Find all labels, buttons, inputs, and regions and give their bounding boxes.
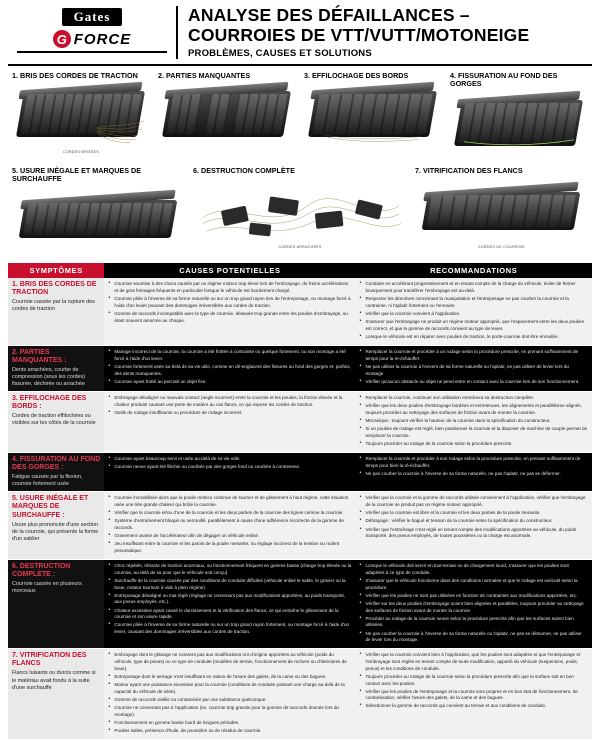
figure-3-image <box>304 83 442 149</box>
causes-cell <box>104 649 355 740</box>
list-item: • Sélectionner la gomme de raccords qui convient au terrain et aux conditions de conduite. <box>359 703 588 710</box>
figure-3-number: 3. <box>304 71 310 81</box>
list-item: • S'assurer que l'embrayage ne produit un régime moteur approprié, que l'espacement entre les deux poulies est correct, et que la gomme de raccords convient au type de levier. <box>359 319 588 332</box>
symptom-cell <box>8 278 104 345</box>
symptom-number: 5. <box>12 495 18 503</box>
figure-1 <box>8 72 154 159</box>
symptom-cell <box>8 392 104 453</box>
list-item: • Surchauffe de la courroie causée par des conditions de conduite difficiles (véhicule enlisé le sable, le gravier ou la boue, moteur tournant à vide à plein régime). <box>108 578 351 591</box>
symptom-number: 4. <box>12 456 18 464</box>
list-item: • Vérifier qu'aucun obstacle ou objet ne pend entre en contact avec la courroie lors de son fonctionnement. <box>359 379 588 386</box>
figure-3 <box>300 72 446 159</box>
causes-list <box>108 652 351 734</box>
brand-block <box>8 6 176 53</box>
figure-6-caption <box>193 167 407 175</box>
recommendations-list <box>359 456 588 477</box>
figure-4-number: 4. <box>450 71 456 81</box>
list-item: • Embrayage dont le glissage ne convient pas aux modifications ont d'origine apportées au véhicule (poids du véhicule, type de pneus) ou ce type de conduite (modèles de terrain, fonctionnement de rochers ou d'itinéraires de boue). <box>108 652 351 672</box>
symptom-title <box>12 495 100 519</box>
list-item: • Respecter les directives concernant la manipulation et l'entreposage ne pas courber la courroie et la contrainte, ni l'aplatir fortement ou l'enrouler. <box>359 296 588 309</box>
list-item: • Courroie ayant frotté au percuté un objet fixe. <box>108 379 351 386</box>
destroyed-belt-icon <box>193 178 407 244</box>
figure-1-number: 1. <box>12 71 18 81</box>
symptom-number: 6. <box>12 563 18 571</box>
causes-list <box>108 495 351 554</box>
symptom-label: USURE INÉGALE ET MARQUES DE SURCHAUFFE : <box>12 495 89 519</box>
belt-illustration <box>166 91 287 137</box>
symptom-cell <box>8 560 104 649</box>
list-item: • Gomme de raccords incompatible avec le type de courroie, désaxée trop grande entre les poulies d'embrayage, ou étant souvent amorcée au choque. <box>108 311 351 324</box>
list-item: • Vérifier que la courroie convient à l'application. <box>359 311 588 318</box>
causes-cell <box>104 392 355 453</box>
list-item: • Fonctionnement en gomme basse lourd de longues périodes. <box>108 720 351 727</box>
table-row <box>8 492 592 560</box>
causes-list <box>108 456 351 471</box>
list-item: • Entreposage dont le serrage n'est insuffisant en raison de l'usure des galets, de la came ou des bagues. <box>108 674 351 681</box>
list-item: • Toujours procéder au rodage de la courroie selon la procédure prescrite afin que la surface soit en bon contact avec les poulies. <box>359 674 588 687</box>
recommendations-cell <box>355 492 592 560</box>
list-item: • Jeu insuffisant entre la courroie et les parois de la poulie menante, ou réglage incorrect de la tension ou rodent pneumatique. <box>108 541 351 554</box>
symptom-title <box>12 281 100 297</box>
list-item: • Remplacer la courroie et procéder à son rodage selon la procédure prescrite, en prenant suffisamment de temps pour bien la ré-échauffer. <box>359 456 588 469</box>
list-item: • Vérifier que la courroie convient bien à l'application, que les poulies sont adaptées et que l'entreposage et l'embrayage sont réglés en tenant compte de toute modification, apporté du véhicule (suspension, poids, pneus) et les conditions de conduite. <box>359 652 588 672</box>
symptom-description: Courroie cassée en plusieurs morceaux <box>12 581 82 595</box>
figure-3-caption <box>304 72 442 80</box>
figure-5-caption <box>12 167 185 184</box>
figure-2-label: PARTIES MANQUANTES <box>166 71 251 81</box>
figure-7-note: CORDES DE COURROIE <box>477 245 526 250</box>
failure-analysis-table <box>8 263 592 740</box>
list-item: • Vérifier sur les deux poulies d'embrayage soient bien alignées et parallèles, toujours procéder au nettoyage des surfaces de friction avant de monter la courroie. <box>359 601 588 614</box>
list-item: • Chaleur excessive ayant causé le durcissement et la vitrification des flancs, ce qui entraîne le glissement de la courroie et son usure rapide. <box>108 608 351 621</box>
list-item: • Vérifier que la courroie est libre et la courroie et les deux parties de la poulie menante. <box>359 510 588 517</box>
figure-gallery <box>8 72 592 253</box>
list-item: • Mariage incorrect de la courroie, la courroie a été frottée à contrainte ou quelque fortement, ou son montage a été forcé à l'aide d'un levier. <box>108 349 351 362</box>
figure-1-label: BRIS DES CORDES DE TRACTION <box>20 71 138 81</box>
figure-1-note: CORDES BRISÉES <box>62 150 100 155</box>
figure-1-image <box>12 83 150 149</box>
list-item: • Ne pas courber la courroie à l'inverse de sa forme naturelle, ne pas l'aplatir, ne pas se déformer. <box>359 471 588 478</box>
list-item: • Moteur ayant une puissance excessive pour la courroie (conditions de conduite passant une charge au-delà de la capacité du véhicule de série). <box>108 682 351 695</box>
recommendations-cell <box>355 346 592 392</box>
page-subtitle: PROBLÈMES, CAUSES ET SOLUTIONS <box>188 48 372 60</box>
column-header-causes: CAUSES POTENTIELLES <box>104 263 355 278</box>
list-item: • Mécanique : toujours vérifier la hauteur de la courroie dans la spécification du constructeur. <box>359 418 588 425</box>
list-item: • S'assurer que le véhicule fonctionne dans des conditions normales et que le rodage est exécuté selon la procédure. <box>359 578 588 591</box>
list-item: • Conduire en accélérant progressivement et en tenant compte de la charge du véhicule, éviter de freiner brusquement pour transférer l'embrayage est au-delà. <box>359 281 588 294</box>
list-item: • Vérifier que l'entraînage n'est réglé en tenant compte des modifications apportées au véhicule, du poids transporté, des pneus employés, de toutes poussières ou la charge est anormale. <box>359 527 588 540</box>
figure-7-label: VITRIFICATION DES FLANCS <box>422 165 523 175</box>
groove-crack-icon <box>450 92 588 158</box>
list-item: • Courroie pliée à l'inverse de sa forme naturelle ou sur un trop grand rayon fortement, ou montage forcé à l'aide d'un levier, causant des dommages irréversibles aux cordes de traction. <box>108 622 351 635</box>
figure-1-caption <box>12 72 150 80</box>
figure-4-caption <box>450 72 588 89</box>
causes-cell <box>104 278 355 345</box>
belt-illustration <box>22 200 174 238</box>
symptom-cell <box>8 346 104 392</box>
recommendations-list <box>359 349 588 385</box>
causes-cell <box>104 346 355 392</box>
list-item: • Vérifier que les poulies ne sont pas utilisées en fonction de contraintes aux modifications apportées, etc. <box>359 593 588 600</box>
table-row <box>8 453 592 492</box>
list-item: • Remplacer la courroie et procéder à un rodage selon la procédure prescrite, en prenant suffisamment de temps pour la re-échauffer. <box>359 349 588 362</box>
figure-6 <box>189 167 411 254</box>
symptom-title <box>12 563 100 579</box>
brand-divider <box>17 51 167 53</box>
symptom-description: Courroie cassée par la rupture des cordes de traction <box>12 299 95 313</box>
figure-2-image <box>158 83 296 149</box>
figure-6-note: CORDES ARRACHÉES <box>278 245 322 250</box>
list-item: • Vérifier que les deux poulies d'embrayage bordées et entretenues, les alignements et parallélisme alignés, toujours procéder au nettoyage des surfaces de friction avant de monter la courroie. <box>359 403 588 416</box>
list-item: • Courroie soumise à des chocs causés par un régime moteur trop élevé lors de l'embrayage, de freins accélérations et de gros freinages fréquents en particulier lorsque le véhicule est lourdement chargé. <box>108 281 351 294</box>
list-item: • Remplacer la courroie, continuer son utilisation entraînera sa destruction complète. <box>359 395 588 402</box>
figure-3-label: EFFILOCHAGE DES BORDS <box>312 71 409 81</box>
symptom-title <box>12 456 100 472</box>
figure-5 <box>8 167 189 254</box>
figure-5-image <box>12 186 185 252</box>
gforce-badge-icon: G <box>53 30 71 48</box>
list-item: • Système d'entraînement bloqué ou verrouillé, parallèlement à cause d'une adhérence incorrecte de la gomme de raccords. <box>108 518 351 531</box>
symptom-label: EFFILOCHAGE DES BORDS : <box>12 395 87 411</box>
gforce-label: FORCE <box>73 30 132 48</box>
list-item: • Entreposage désaligné ou mal réglé (réglage ne convenant pas aux modifications apportées, au poids transporté, aux pneus employés, etc.). <box>108 593 351 606</box>
list-item: • Embrayage désaligné ou mauvais contact (angle incorrect) entre la courroie et les poulies, la friction élevée et la chaleur produite causant une perte de matière au cas flancs, ce qui expose les cordes de traction. <box>108 395 351 408</box>
recommendations-list <box>359 281 588 340</box>
symptom-title <box>12 395 100 411</box>
symptom-title <box>12 652 100 668</box>
title-block <box>176 6 592 59</box>
symptom-label: DESTRUCTION COMPLÈTE : <box>12 563 71 579</box>
list-item: • Toujours procéder au rodage de la courroie selon la procédure prescrite. <box>359 441 588 448</box>
table-row <box>8 649 592 740</box>
symptom-cell <box>8 492 104 560</box>
symptom-description: Cordes de traction effilochées ou visibles sur les côtés de la courroie <box>12 413 96 427</box>
figure-row-top <box>8 72 592 159</box>
list-item: • Choc répétés, rétracte de traction anormaux, ou fonctionnement fréquent en gomme basse (charge trop élevée ou la courroie, au-delà de sa pour que le véhicule soit conçu). <box>108 563 351 576</box>
figure-4-label: FISSURATION AU FOND DES GORGES <box>450 71 558 89</box>
gates-logo: Gates <box>62 8 123 26</box>
symptom-label: FISSURATION AU FOND DES GORGES : <box>12 456 101 472</box>
list-item: • Courroie ne convenant pas à l'application (ex. courroie trop grande pour la gomme de raccords donnée lors du montage). <box>108 705 351 718</box>
recommendations-cell <box>355 278 592 345</box>
list-item: • Lorsque le véhicule doit servir en tout-terrain ou de chargement lourd, s'assurer que les poulies sont adaptées à ce type de conduite. <box>359 563 588 576</box>
figure-7-number: 7. <box>414 165 421 175</box>
symptom-label: PARTIES MANQUANTES : <box>12 349 67 365</box>
list-item: • Si un poulies de rodage est réglé, bien positionner la courroie et la disposer de machine de couple permet de remplacer la courroie. <box>359 426 588 439</box>
symptom-description: Dents arrachées, courbe de compression (sous les cordes) fissurée, déchirée ou arrachée <box>12 367 86 388</box>
figure-7-image <box>415 178 588 244</box>
list-item: • Ne pas utiliser la courroie à l'envers de sa forme naturelle ou l'aplatir, ne pas utiliser de levier lors du montage. <box>359 364 588 377</box>
recommendations-cell <box>355 649 592 740</box>
list-item: • Courroie pliée à l'inverse de sa forme naturelle ou sur un trop grand rayon lors de l'entreposage, ou montage forcé à l'aide d'un levier pouvant des dommages irréversibles aux cordes de traction. <box>108 296 351 309</box>
figure-4-image <box>450 92 588 158</box>
figure-6-image <box>193 178 407 244</box>
edge-fraying-icon <box>304 83 442 149</box>
figure-6-number: 6. <box>193 165 200 175</box>
symptom-label: BRIS DES CORDES DE TRACTION <box>12 281 97 297</box>
frayed-cords-icon <box>12 83 150 149</box>
figure-6-label: DESTRUCTION COMPLÈTE <box>201 165 295 175</box>
list-item: • Courroie fortement usée au-delà de sa vie utile, comme en dé-englacent des fissures au fond des gorges et, parfois, des dents manquantes. <box>108 364 351 377</box>
recommendations-list <box>359 495 588 539</box>
figure-4 <box>446 72 592 159</box>
table-row <box>8 278 592 345</box>
figure-5-label: USURE INÉGALE ET MARQUES DE SURCHAUFFE <box>12 165 142 184</box>
list-item: • Débrayage : vérifier le bagué et tension de la courroie selon la spécification du constructeur. <box>359 518 588 525</box>
causes-cell <box>104 453 355 492</box>
list-item: • Gomme de raccords vieillie ou contaminée par une substance quelconque. <box>108 697 351 704</box>
figure-2-caption <box>158 72 296 80</box>
causes-list <box>108 349 351 385</box>
list-item: • Poulies salies, présence d'huile, de poussière ou de résidus de courroie. <box>108 728 351 735</box>
figure-5-number: 5. <box>12 165 18 175</box>
causes-list <box>108 395 351 416</box>
list-item: • Courroie neuve ayant été fléchie ou courbée par des gorges fond ou courbée à contresens. <box>108 464 351 471</box>
symptom-cell <box>8 649 104 740</box>
list-item: • Lorsque le véhicule est en réparer avec poulies de traction, le porte-courroie doit être enroulée. <box>359 334 588 341</box>
symptom-description: Fatigue causée par la flexion, courroie fortement usée <box>12 474 83 488</box>
header <box>8 6 592 66</box>
causes-list <box>108 281 351 324</box>
symptom-number: 2. <box>12 349 18 357</box>
table-row <box>8 392 592 453</box>
table-row <box>8 346 592 392</box>
recommendations-list <box>359 652 588 710</box>
list-item: • Ne pas courber la courroie à l'inverse de sa forme naturelle ou l'aplatir, ne pas se détourner, ne pas utiliser de levier lors du montage. <box>359 631 588 644</box>
list-item: • Vérifier que la courroie et/ou d'une de la courroie et les deux parties de la courroie des lignes comme la courroie. <box>108 510 351 517</box>
table-header <box>8 263 592 278</box>
figure-7 <box>411 167 592 254</box>
symptom-number: 1. <box>12 281 18 289</box>
page-title-line2: COURROIES DE VTT/VUTT/MOTONEIGE <box>188 24 530 45</box>
recommendations-cell <box>355 560 592 649</box>
recommendations-list <box>359 395 588 448</box>
symptom-number: 7. <box>12 652 18 660</box>
symptom-label: VITRIFICATION DES FLANCS <box>12 652 87 668</box>
table-row <box>8 560 592 649</box>
recommendations-list <box>359 563 588 644</box>
recommendations-cell <box>355 453 592 492</box>
symptom-description: Flancs luisants ou durcis comme si le matériau avait fondu à la suite d'une surchauffe <box>12 670 96 691</box>
symptom-number: 3. <box>12 395 18 403</box>
causes-cell <box>104 560 355 649</box>
figure-2 <box>154 72 300 159</box>
page-title-line1: ANALYSE DES DÉFAILLANCES – <box>188 5 470 25</box>
symptom-title <box>12 349 100 365</box>
recommendations-cell <box>355 392 592 453</box>
causes-list <box>108 563 351 636</box>
list-item: • Vérifier que les poulies de l'entreposage et la courroie sont propres et en bon état de fonctionnement, de contamination, vérifier l'usure des galets, de la came et des bagues. <box>359 689 588 702</box>
symptom-description: Usure plus prononcée d'une section de la courroie, qui présente la forme d'un sablier <box>12 521 99 542</box>
column-header-symptoms: SYMPTÔMES <box>8 263 104 278</box>
causes-cell <box>104 492 355 560</box>
figure-row-bottom <box>8 167 592 254</box>
list-item: • Procéder au rodage de la courroie neuve selon la procédure prescrite afin que les surfaces soient bien utilisées. <box>359 616 588 629</box>
list-item: • Vérifier que la courroie et la gomme de raccords utilisée conviennent à l'application, vérifier que l'embrayage de la courroie ne produit pas un régime moteur approprié. <box>359 495 588 508</box>
symptom-cell <box>8 453 104 492</box>
column-header-recommendations: RECOMMANDATIONS <box>355 263 592 278</box>
gforce-logo <box>53 30 132 48</box>
belt-illustration <box>425 192 577 230</box>
list-item: • Courroie ayant beaucoup servi et usée au-delà de sa vie utile. <box>108 456 351 463</box>
list-item: • Courroie immobilisée alors que la poulie motrice continue de tourner et de glissement à haut régime, cette situation usée une très grande chaleur qui brûle la courroie. <box>108 495 351 508</box>
table-body <box>8 278 592 739</box>
list-item: • Gravement usante de l'accélérateur afin de dégager un véhicule enlisé. <box>108 533 351 540</box>
list-item: • Outils de rodage insuffisants ou procédure de rodage incorrect. <box>108 410 351 417</box>
figure-7-caption <box>415 167 588 175</box>
figure-2-number: 2. <box>158 71 164 81</box>
